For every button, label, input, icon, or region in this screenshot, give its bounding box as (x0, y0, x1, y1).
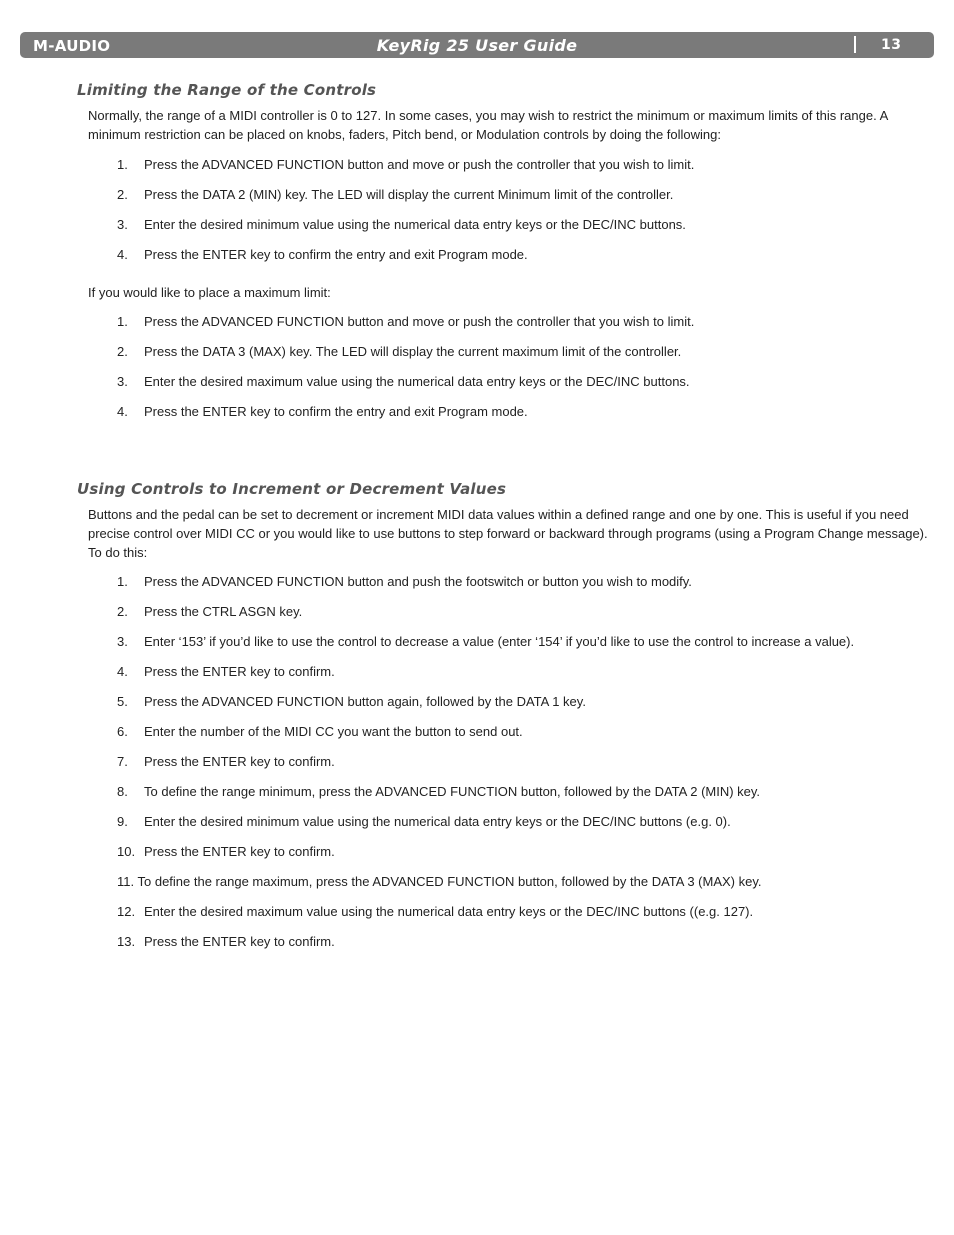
step-text: Press the CTRL ASGN key. (144, 604, 303, 619)
list-item (117, 155, 927, 174)
brand-logo: M-AUDIO (33, 37, 111, 55)
step-text: Press the ENTER key to confirm the entry and exit Program mode. (144, 404, 528, 419)
step-text: Press the ENTER key to confirm. (144, 844, 335, 859)
list-item (117, 342, 927, 361)
step-number: 1. (117, 574, 128, 589)
list-item (117, 782, 927, 801)
list-item (117, 902, 927, 921)
step-text: Enter the desired maximum value using the numerical data entry keys or the DEC/INC buttons. (144, 374, 690, 389)
step-number: 5. (117, 694, 128, 709)
list-item (117, 572, 927, 591)
list-item (117, 215, 927, 234)
header-bar (20, 32, 934, 58)
max-limit-intro: If you would like to place a maximum limit: (88, 285, 331, 300)
step-number: 4. (117, 247, 128, 262)
step-number: 4. (117, 664, 128, 679)
step-text: Press the ENTER key to confirm. (144, 664, 335, 679)
guide-title: KeyRig 25 User Guide (376, 36, 578, 55)
step-text: To define the range maximum, press the ADVANCED FUNCTION button, followed by the DATA 3 (MAX) key. (137, 874, 762, 889)
step-number: 7. (117, 754, 128, 769)
step-text: Press the ENTER key to confirm the entry and exit Program mode. (144, 247, 528, 262)
step-text: Press the ADVANCED FUNCTION button and move or push the controller that you wish to limit. (144, 314, 695, 329)
step-text: Enter the desired maximum value using the numerical data entry keys or the DEC/INC buttons ((e.g. 127). (144, 904, 754, 919)
step-number: 12. (117, 904, 136, 919)
step-number: 2. (117, 344, 128, 359)
step-text: Enter the desired minimum value using the numerical data entry keys or the DEC/INC buttons (e.g. 0). (144, 814, 731, 829)
page-number: 13 (881, 37, 902, 53)
step-number: 6. (117, 724, 128, 739)
step-text: Press the ADVANCED FUNCTION button and push the footswitch or button you wish to modify. (144, 574, 692, 589)
list-item (117, 402, 927, 421)
step-text: Press the DATA 3 (MAX) key. The LED will display the current maximum limit of the controller. (144, 344, 682, 359)
step-number: 1. (117, 314, 128, 329)
step-text: Press the ENTER key to confirm. (144, 754, 335, 769)
step-number: 3. (117, 374, 128, 389)
list-item (117, 932, 927, 951)
list-item (117, 245, 927, 264)
list-item (117, 812, 927, 831)
step-number: 1. (117, 157, 128, 172)
step-number: 9. (117, 814, 128, 829)
header-divider (854, 36, 856, 53)
step-text: Enter the desired minimum value using the numerical data entry keys or the DEC/INC buttons. (144, 217, 686, 232)
step-number: 8. (117, 784, 128, 799)
step-number: 10. (117, 844, 136, 859)
list-item (117, 185, 927, 204)
step-text: Press the ADVANCED FUNCTION button and move or push the controller that you wish to limit. (144, 157, 695, 172)
section-intro-paragraph: Normally, the range of a MIDI controller is 0 to 127. In some cases, you may wish to restrict the minimum or maximum limits of this range. A minimum restriction can be placed on knobs, faders, Pitch bend, or Modulation controls by doing the following: (88, 108, 888, 142)
list-item (117, 602, 927, 621)
list-item (117, 312, 927, 331)
list-item (117, 842, 927, 861)
step-text: Enter the number of the MIDI CC you want the button to send out. (144, 724, 523, 739)
step-number: 4. (117, 404, 128, 419)
step-number: 3. (117, 634, 128, 649)
step-text: Press the ADVANCED FUNCTION button again, followed by the DATA 1 key. (144, 694, 586, 709)
step-number: 2. (117, 604, 128, 619)
section-heading-limiting-range: Limiting the Range of the Controls (77, 81, 377, 99)
step-text: Enter ‘153’ if you’d like to use the control to decrease a value (enter ‘154’ if you’d like to use the control to increase a value). (144, 634, 855, 649)
step-number: 13. (117, 934, 136, 949)
step-text: Press the DATA 2 (MIN) key. The LED will display the current Minimum limit of the controller. (144, 187, 674, 202)
list-item (117, 662, 927, 681)
step-number: 2. (117, 187, 128, 202)
section-intro-paragraph: Buttons and the pedal can be set to decrement or increment MIDI data values within a defined range and one by one. This is useful if you need precise control over MIDI CC or you would like to use buttons to step forward or backward through programs (using a Program Change message). To do this: (88, 507, 928, 560)
list-item (117, 632, 927, 651)
step-number: 11. (117, 874, 135, 889)
list-item (117, 872, 927, 891)
list-item (117, 722, 927, 741)
list-item (117, 372, 927, 391)
step-text: To define the range minimum, press the ADVANCED FUNCTION button, followed by the DATA 2 (MIN) key. (144, 784, 761, 799)
list-item (117, 692, 927, 711)
section-heading-increment-decrement: Using Controls to Increment or Decrement Values (77, 480, 507, 498)
list-item (117, 752, 927, 771)
step-text: Press the ENTER key to confirm. (144, 934, 335, 949)
step-number: 3. (117, 217, 128, 232)
